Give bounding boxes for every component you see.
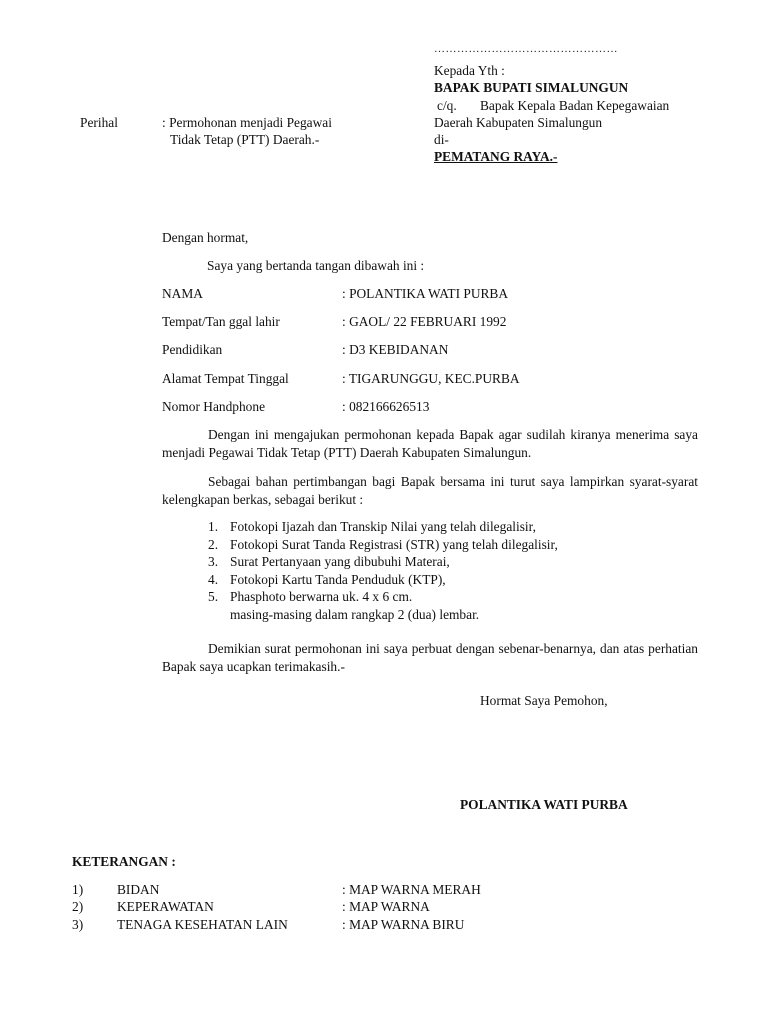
request-paragraph: [162, 426, 698, 462]
list-item-number: 4.: [208, 572, 219, 587]
signature-salutation: Hormat Saya Pemohon,: [480, 693, 608, 708]
perihal-line-1: : Permohonan menjadi Pegawai: [162, 115, 332, 130]
keterangan-title: KETERANGAN :: [72, 854, 176, 869]
keterangan-value: : MAP WARNA BIRU: [342, 917, 465, 932]
cq-line-1: Bapak Kepala Badan Kepegawaian: [480, 98, 670, 113]
keterangan-number: 1): [72, 882, 84, 897]
signature-name: POLANTIKA WATI PURBA: [460, 797, 628, 812]
closing-paragraph-text: Demikian surat permohonan ini saya perbuat dengan sebenar-benarnya, dan atas perhatian Bapak saya ucapkan terimakasih.-: [162, 641, 698, 674]
intro-line: Saya yang bertanda tangan dibawah ini :: [207, 258, 425, 273]
field-label: NAMA: [162, 286, 203, 301]
field-value: : POLANTIKA WATI PURBA: [342, 286, 509, 301]
list-item: Fotokopi Kartu Tanda Penduduk (KTP),: [230, 572, 446, 587]
field-label: Tempat/Tan ggal lahir: [162, 314, 280, 329]
list-item-number: 2.: [208, 537, 219, 552]
keterangan-label: BIDAN: [117, 882, 160, 897]
keterangan-value: : MAP WARNA MERAH: [342, 882, 481, 897]
field-value: : 082166626513: [342, 399, 430, 414]
keterangan-number: 2): [72, 899, 84, 914]
keterangan-label: TENAGA KESEHATAN LAIN: [117, 917, 288, 932]
list-item: Fotokopi Surat Tanda Registrasi (STR) yang telah dilegalisir,: [230, 537, 558, 552]
field-label: Pendidikan: [162, 342, 223, 357]
field-value: : D3 KEBIDANAN: [342, 342, 449, 357]
keterangan-number: 3): [72, 917, 84, 932]
perihal-line-2: Tidak Tetap (PTT) Daerah.-: [170, 132, 320, 147]
attachments-intro-paragraph: [162, 473, 698, 509]
greeting: Dengan hormat,: [162, 230, 249, 245]
list-item-number: 5.: [208, 589, 219, 604]
cq-label: c/q.: [437, 98, 457, 113]
list-item: Phasphoto berwarna uk. 4 x 6 cm.: [230, 589, 413, 604]
field-label: Alamat Tempat Tinggal: [162, 371, 289, 386]
perihal-label: Perihal: [80, 115, 118, 130]
field-value: : TIGARUNGGU, KEC.PURBA: [342, 371, 520, 386]
closing-paragraph: [162, 640, 698, 676]
list-item: Fotokopi Ijazah dan Transkip Nilai yang telah dilegalisir,: [230, 519, 536, 534]
list-note: masing-masing dalam rangkap 2 (dua) lembar.: [230, 607, 480, 622]
keterangan-label: KEPERAWATAN: [117, 899, 214, 914]
date-placeholder-dots: …………………………………………: [434, 43, 618, 55]
cq-line-2: Daerah Kabupaten Simalungun: [434, 115, 603, 130]
field-label: Nomor Handphone: [162, 399, 266, 414]
kepada-label: Kepada Yth :: [434, 63, 505, 78]
destination-place: PEMATANG RAYA.-: [434, 149, 558, 164]
list-item: Surat Pertanyaan yang dibubuhi Materai,: [230, 554, 450, 569]
field-value: : GAOL/ 22 FEBRUARI 1992: [342, 314, 507, 329]
recipient-title: BAPAK BUPATI SIMALUNGUN: [434, 80, 629, 95]
di-label: di-: [434, 132, 449, 147]
request-paragraph-text: Dengan ini mengajukan permohonan kepada Bapak agar sudilah kiranya menerima saya menjadi Pegawai Tidak Tetap (PTT) Daerah Kabupaten Simalungun.: [162, 427, 698, 460]
list-item-number: 1.: [208, 519, 219, 534]
attachments-intro-text: Sebagai bahan pertimbangan bagi Bapak bersama ini turut saya lampirkan syarat-syarat kelengkapan berkas, sebagai berikut :: [162, 474, 698, 507]
list-item-number: 3.: [208, 554, 219, 569]
keterangan-value: : MAP WARNA: [342, 899, 430, 914]
